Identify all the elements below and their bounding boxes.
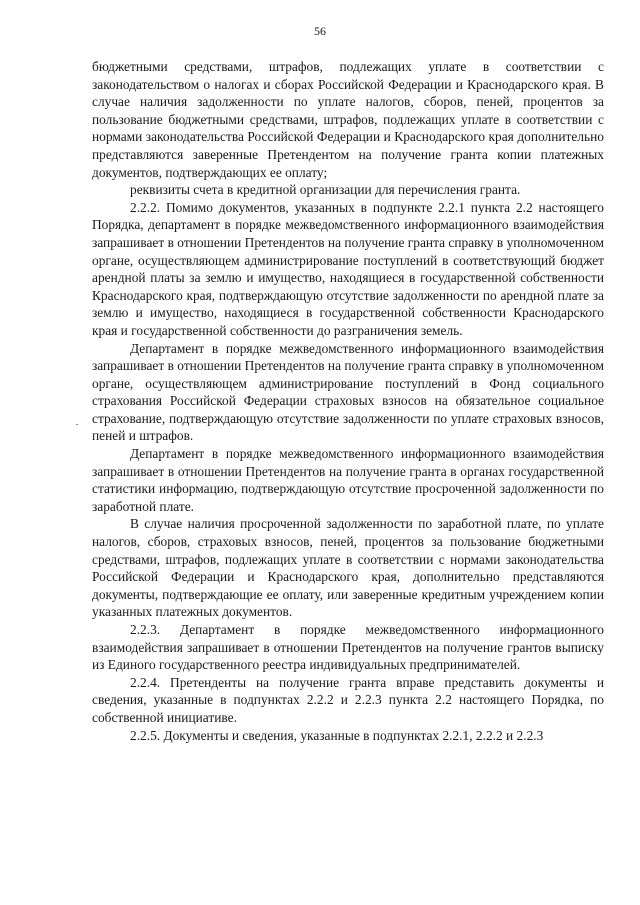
paragraph: В случае наличия просроченной задолженности по заработной плате, по уплате налогов, сборов, страховых взносов, пеней, процентов за пользование бюджетными средствами, штрафов, подлежащих уплате в соответствии с нормами законодательства Российской Федерации и Краснодарского края, дополнительно представляются документы, подтверждающие ее оплату, или заверенные кредитным учреждением копии указанных платежных документов. bbox=[92, 516, 604, 620]
paragraph: 2.2.5. Документы и сведения, указанные в подпунктах 2.2.1, 2.2.2 и 2.2.3 bbox=[130, 727, 544, 743]
paragraph: 2.2.2. Помимо документов, указанных в подпункте 2.2.1 пункта 2.2 настоящего Порядка, департамент в порядке межведомственного информационного взаимодействия запрашивает в отношении Претендентов на получение гранта справку в уполномоченном органе, осуществляющем администрирование поступлений в соответствующий бюджет арендной платы за землю и имущество, находящиеся в государственной собственности Краснодарского края, подтверждающую отсутствие задолженности по арендной плате за землю и имущество, находящиеся в государственной собственности Краснодарского края и государственной собственности до разграничения земель. bbox=[92, 199, 604, 338]
paragraph: 2.2.3. Департамент в порядке межведомственного информационного взаимодействия запрашивает в отношении Претендентов на получение грантов выписку из Единого государственного реестра индивидуальных предпринимателей. bbox=[92, 622, 604, 673]
paragraph: бюджетными средствами, штрафов, подлежащих уплате в соответствии с законодательством о налогах и сборах Российской Федерации и Краснодарского края. В случае наличия задолженности по уплате налогов, сборов, пеней, процентов за пользование бюджетными средствами, штрафов, подлежащих уплате в соответствии с нормами законодательства Российской Федерации и Краснодарского края дополнительно представляются заверенные Претендентом на получение гранта копии платежных документов, подтверждающих ее оплату; bbox=[92, 59, 604, 180]
document-body bbox=[92, 58, 604, 744]
paragraph: реквизиты счета в кредитной организации для перечисления гранта. bbox=[130, 182, 521, 198]
paragraph: Департамент в порядке межведомственного информационного взаимодействия запрашивает в отношении Претендентов на получение гранта справку в уполномоченном органе, осуществляющем администрирование поступлений в Фонд социального страхования Российской Федерации страховых взносов на обязательное социальное страхование, подтверждающую отсутствие задолженности по уплате страховых взносов, пеней и штрафов. bbox=[92, 340, 604, 444]
scan-artifact bbox=[76, 424, 78, 425]
paragraph: 2.2.4. Претенденты на получение гранта вправе представить документы и сведения, указанные в подпунктах 2.2.2 и 2.2.3 пункта 2.2 настоящего Порядка, по собственной инициативе. bbox=[92, 674, 604, 725]
paragraph: Департамент в порядке межведомственного информационного взаимодействия запрашивает в отношении Претендентов на получение гранта в органах государственной статистики информацию, подтверждающую отсутствие просроченной задолженности по заработной плате. bbox=[92, 446, 604, 514]
page-number: 56 bbox=[314, 24, 326, 38]
